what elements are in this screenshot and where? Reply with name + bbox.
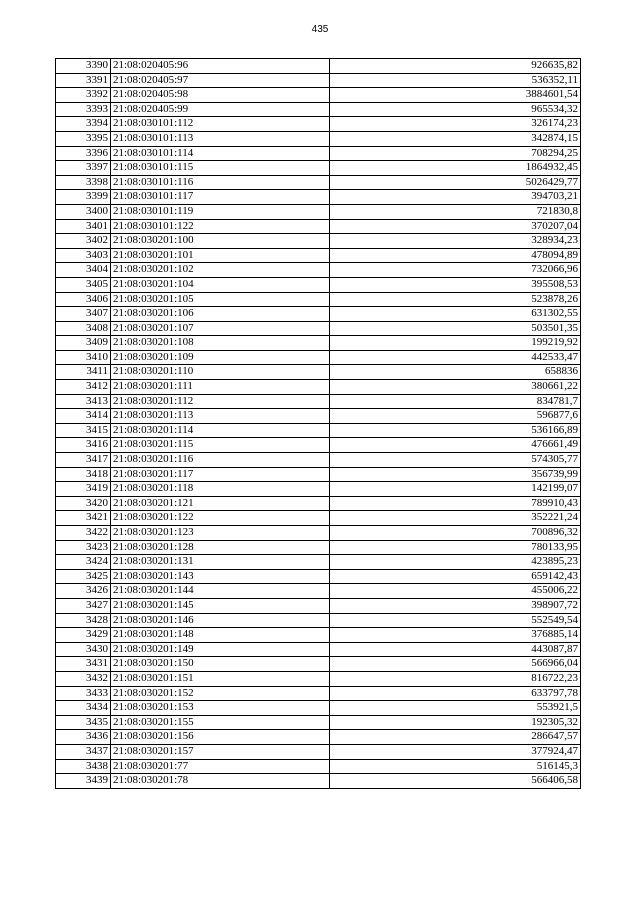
table-row [56,248,581,263]
row-number-cell: 3425 [56,569,111,584]
row-number-cell: 3421 [56,511,111,526]
cadastral-number-cell: 21:08:030101:114 [111,146,330,161]
value-cell: 789910,43 [330,496,581,511]
value-cell: 536166,89 [330,423,581,438]
value-cell: 566406,58 [330,774,581,789]
cadastral-number-cell: 21:08:030201:152 [111,686,330,701]
row-number-cell: 3397 [56,161,111,176]
table-row [56,409,581,424]
table-row [56,744,581,759]
row-number-cell: 3404 [56,263,111,278]
value-cell: 356739,99 [330,467,581,482]
table-row [56,511,581,526]
cadastral-number-cell: 21:08:030201:156 [111,730,330,745]
row-number-cell: 3394 [56,117,111,132]
value-cell: 376885,14 [330,628,581,643]
table-row [56,759,581,774]
cadastral-number-cell: 21:08:030201:115 [111,438,330,453]
row-number-cell: 3438 [56,759,111,774]
value-cell: 398907,72 [330,598,581,613]
table-row [56,336,581,351]
row-number-cell: 3408 [56,321,111,336]
value-cell: 708294,25 [330,146,581,161]
row-number-cell: 3422 [56,526,111,541]
value-cell: 516145,3 [330,759,581,774]
cadastral-number-cell: 21:08:030201:112 [111,394,330,409]
row-number-cell: 3409 [56,336,111,351]
row-number-cell: 3414 [56,409,111,424]
row-number-cell: 3418 [56,467,111,482]
row-number-cell: 3400 [56,204,111,219]
cadastral-number-cell: 21:08:030201:157 [111,744,330,759]
value-cell: 352221,24 [330,511,581,526]
row-number-cell: 3435 [56,715,111,730]
cadastral-number-cell: 21:08:030201:131 [111,555,330,570]
cadastral-number-cell: 21:08:030201:105 [111,292,330,307]
cadastral-number-cell: 21:08:030201:102 [111,263,330,278]
row-number-cell: 3406 [56,292,111,307]
value-cell: 377924,47 [330,744,581,759]
row-number-cell: 3412 [56,380,111,395]
cadastral-number-cell: 21:08:030201:78 [111,774,330,789]
row-number-cell: 3398 [56,175,111,190]
row-number-cell: 3419 [56,482,111,497]
value-cell: 380661,22 [330,380,581,395]
cadastral-number-cell: 21:08:030201:111 [111,380,330,395]
value-cell: 659142,43 [330,569,581,584]
cadastral-number-cell: 21:08:020405:96 [111,59,330,74]
table-row [56,88,581,103]
value-cell: 631302,55 [330,307,581,322]
value-cell: 566966,04 [330,657,581,672]
row-number-cell: 3401 [56,219,111,234]
value-cell: 700896,32 [330,526,581,541]
value-cell: 142199,07 [330,482,581,497]
row-number-cell: 3407 [56,307,111,322]
table-row [56,423,581,438]
table-row [56,234,581,249]
cadastral-number-cell: 21:08:030201:114 [111,423,330,438]
row-number-cell: 3390 [56,59,111,74]
value-cell: 199219,92 [330,336,581,351]
row-number-cell: 3413 [56,394,111,409]
row-number-cell: 3429 [56,628,111,643]
value-cell: 455006,22 [330,584,581,599]
value-cell: 3884601,54 [330,88,581,103]
cadastral-number-cell: 21:08:030101:116 [111,175,330,190]
row-number-cell: 3437 [56,744,111,759]
table-row [56,715,581,730]
value-cell: 443087,87 [330,642,581,657]
cadastral-number-cell: 21:08:030201:116 [111,453,330,468]
cadastral-number-cell: 21:08:030201:110 [111,365,330,380]
table-row [56,365,581,380]
value-cell: 658836 [330,365,581,380]
cadastral-number-cell: 21:08:030201:100 [111,234,330,249]
value-cell: 721830,8 [330,204,581,219]
cadastral-number-cell: 21:08:030201:146 [111,613,330,628]
table-row [56,671,581,686]
cadastral-number-cell: 21:08:030201:151 [111,671,330,686]
value-cell: 633797,78 [330,686,581,701]
table-row [56,219,581,234]
table-row [56,686,581,701]
cadastral-number-cell: 21:08:030101:117 [111,190,330,205]
value-cell: 423895,23 [330,555,581,570]
table-row [56,526,581,541]
table-row [56,613,581,628]
cadastral-number-cell: 21:08:030201:128 [111,540,330,555]
table-row [56,204,581,219]
value-cell: 286647,57 [330,730,581,745]
value-cell: 5026429,77 [330,175,581,190]
value-cell: 503501,35 [330,321,581,336]
value-cell: 442533,47 [330,350,581,365]
table-row [56,277,581,292]
row-number-cell: 3423 [56,540,111,555]
row-number-cell: 3430 [56,642,111,657]
row-number-cell: 3420 [56,496,111,511]
table-row [56,190,581,205]
value-cell: 326174,23 [330,117,581,132]
cadastral-number-cell: 21:08:030201:107 [111,321,330,336]
row-number-cell: 3403 [56,248,111,263]
table-row [56,131,581,146]
cadastral-number-cell: 21:08:020405:99 [111,102,330,117]
cadastral-number-cell: 21:08:030201:148 [111,628,330,643]
row-number-cell: 3428 [56,613,111,628]
table-row [56,59,581,74]
value-cell: 328934,23 [330,234,581,249]
table-row [56,307,581,322]
value-cell: 816722,23 [330,671,581,686]
row-number-cell: 3396 [56,146,111,161]
table-row [56,175,581,190]
value-cell: 596877,6 [330,409,581,424]
table-row [56,263,581,278]
value-cell: 476661,49 [330,438,581,453]
row-number-cell: 3391 [56,73,111,88]
value-cell: 965534,32 [330,102,581,117]
value-cell: 370207,04 [330,219,581,234]
row-number-cell: 3410 [56,350,111,365]
value-cell: 552549,54 [330,613,581,628]
table-row [56,584,581,599]
cadastral-number-cell: 21:08:030201:144 [111,584,330,599]
cadastral-number-cell: 21:08:030101:122 [111,219,330,234]
table-row [56,117,581,132]
value-cell: 553921,5 [330,701,581,716]
table-row [56,321,581,336]
cadastral-number-cell: 21:08:030201:122 [111,511,330,526]
value-cell: 394703,21 [330,190,581,205]
cadastral-value-table [55,58,581,789]
cadastral-number-cell: 21:08:030201:155 [111,715,330,730]
cadastral-number-cell: 21:08:030201:101 [111,248,330,263]
cadastral-number-cell: 21:08:030201:77 [111,759,330,774]
row-number-cell: 3392 [56,88,111,103]
row-number-cell: 3395 [56,131,111,146]
row-number-cell: 3402 [56,234,111,249]
table-row [56,438,581,453]
table-row [56,628,581,643]
cadastral-number-cell: 21:08:030201:104 [111,277,330,292]
value-cell: 780133,95 [330,540,581,555]
table-body [56,59,581,789]
value-cell: 478094,89 [330,248,581,263]
cadastral-number-cell: 21:08:030101:112 [111,117,330,132]
value-cell: 834781,7 [330,394,581,409]
value-cell: 1864932,45 [330,161,581,176]
row-number-cell: 3426 [56,584,111,599]
table-row [56,102,581,117]
cadastral-number-cell: 21:08:030201:123 [111,526,330,541]
row-number-cell: 3411 [56,365,111,380]
table-row [56,482,581,497]
table-row [56,453,581,468]
row-number-cell: 3434 [56,701,111,716]
row-number-cell: 3415 [56,423,111,438]
table-row [56,496,581,511]
value-cell: 523878,26 [330,292,581,307]
table-row [56,350,581,365]
table-row [56,467,581,482]
table-row [56,540,581,555]
table-row [56,657,581,672]
cadastral-number-cell: 21:08:030201:106 [111,307,330,322]
row-number-cell: 3436 [56,730,111,745]
row-number-cell: 3432 [56,671,111,686]
value-cell: 732066,96 [330,263,581,278]
value-cell: 342874,15 [330,131,581,146]
row-number-cell: 3439 [56,774,111,789]
table-row [56,569,581,584]
value-cell: 192305,32 [330,715,581,730]
table-row [56,642,581,657]
cadastral-number-cell: 21:08:030201:143 [111,569,330,584]
cadastral-number-cell: 21:08:030201:117 [111,467,330,482]
row-number-cell: 3424 [56,555,111,570]
table-row [56,555,581,570]
cadastral-number-cell: 21:08:030201:121 [111,496,330,511]
table-row [56,598,581,613]
row-number-cell: 3431 [56,657,111,672]
value-cell: 926635,82 [330,59,581,74]
table-row [56,701,581,716]
table-row [56,380,581,395]
cadastral-number-cell: 21:08:030201:109 [111,350,330,365]
table-row [56,774,581,789]
row-number-cell: 3417 [56,453,111,468]
row-number-cell: 3433 [56,686,111,701]
row-number-cell: 3405 [56,277,111,292]
table-row [56,394,581,409]
cadastral-number-cell: 21:08:030201:113 [111,409,330,424]
cadastral-number-cell: 21:08:020405:98 [111,88,330,103]
cadastral-number-cell: 21:08:030101:113 [111,131,330,146]
row-number-cell: 3399 [56,190,111,205]
cadastral-number-cell: 21:08:030201:118 [111,482,330,497]
cadastral-number-cell: 21:08:030201:108 [111,336,330,351]
value-cell: 395508,53 [330,277,581,292]
cadastral-number-cell: 21:08:030101:115 [111,161,330,176]
page-number: 435 [311,24,329,35]
row-number-cell: 3393 [56,102,111,117]
cadastral-number-cell: 21:08:030201:150 [111,657,330,672]
table-row [56,292,581,307]
cadastral-number-cell: 21:08:030201:145 [111,598,330,613]
value-cell: 536352,11 [330,73,581,88]
cadastral-number-cell: 21:08:030201:153 [111,701,330,716]
table-row [56,73,581,88]
cadastral-number-cell: 21:08:030201:149 [111,642,330,657]
table-row [56,730,581,745]
value-cell: 574305,77 [330,453,581,468]
cadastral-number-cell: 21:08:030101:119 [111,204,330,219]
row-number-cell: 3427 [56,598,111,613]
table-row [56,146,581,161]
cadastral-number-cell: 21:08:020405:97 [111,73,330,88]
table-row [56,161,581,176]
row-number-cell: 3416 [56,438,111,453]
